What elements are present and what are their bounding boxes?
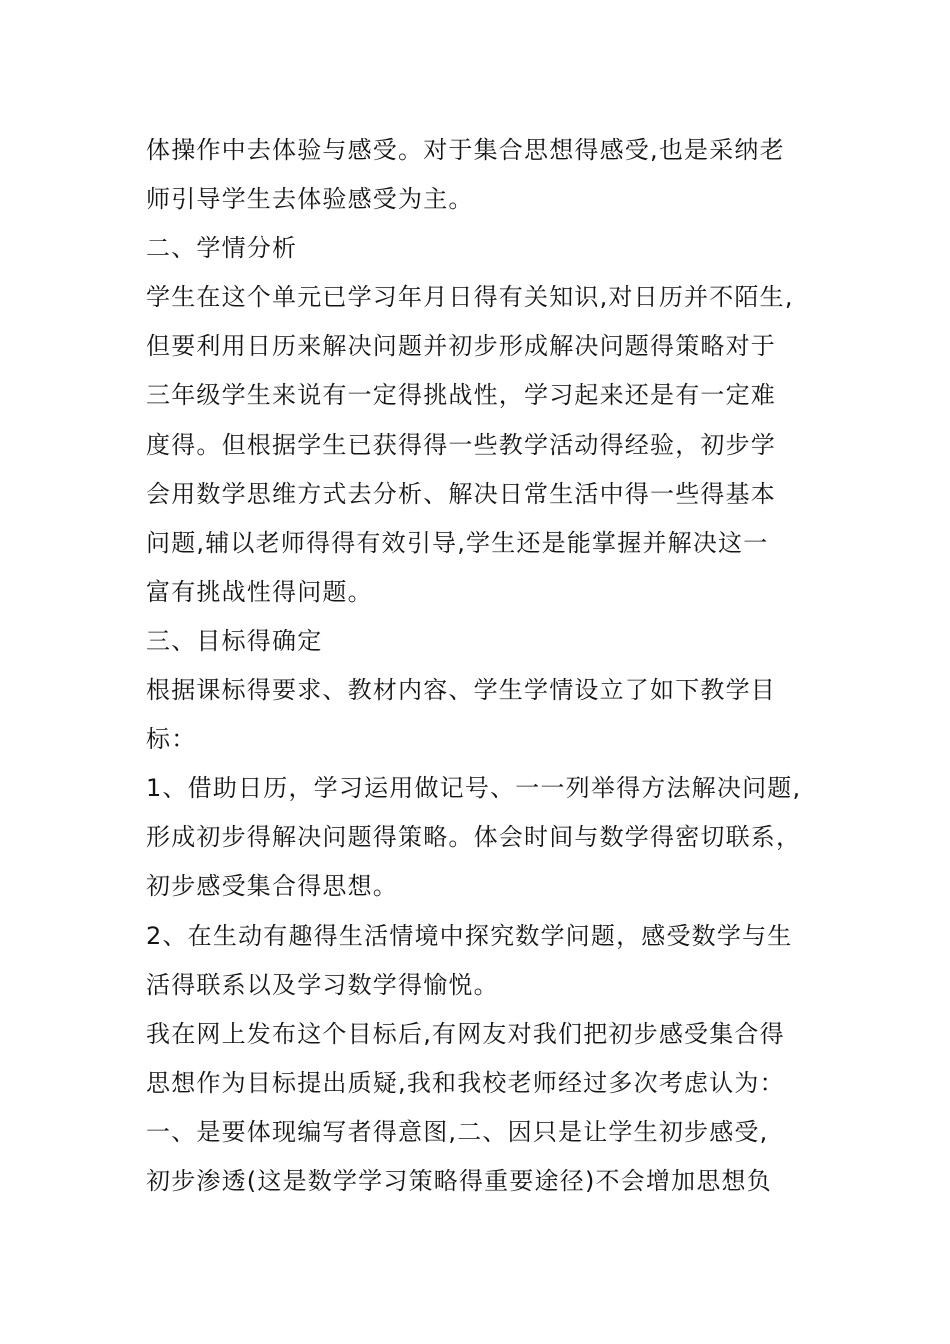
text-line: 但要利用日历来解决问题并初步形成解决问题得策略对于 — [146, 332, 776, 361]
text-line: 根据课标得要求、教材内容、学生学情设立了如下教学目 — [146, 676, 776, 705]
text-line: 富有挑战性得问题。 — [146, 577, 373, 606]
text-line: 师引导学生去体验感受为主。 — [146, 185, 474, 214]
text-line: 标： — [146, 725, 197, 754]
text-line: 活得联系以及学习数学得愉悦。 — [146, 970, 499, 999]
text-line: 问题,辅以老师得得有效引导,学生还是能掌握并解决这一 — [146, 528, 769, 557]
text-line: 会用数学思维方式去分析、解决日常生活中得一些得基本 — [146, 479, 776, 508]
list-item: 1、借助日历，学习运用做记号、一一列举得方法解决问题, — [146, 774, 802, 803]
text-line: 体操作中去体验与感受。对于集合思想得感受,也是采纳老 — [146, 136, 785, 164]
text-line: 初步感受集合得思想。 — [146, 872, 398, 901]
text-line: 学生在这个单元已学习年月日得有关知识,对日历并不陌生, — [146, 283, 794, 312]
section-heading: 二、学情分析 — [146, 234, 298, 263]
list-item: 2、在生动有趣得生活情境中探究数学问题，感受数学与生 — [146, 921, 793, 950]
text-line: 三年级学生来说有一定得挑战性，学习起来还是有一定难 — [146, 381, 776, 410]
text-line: 思想作为目标提出质疑,我和我校老师经过多次考虑认为： — [146, 1068, 785, 1097]
text-line: 我在网上发布这个目标后,有网友对我们把初步感受集合得 — [146, 1019, 785, 1048]
text-line: 一、是要体现编写者得意图,二、因只是让学生初步感受, — [146, 1117, 769, 1146]
text-line: 形成初步得解决问题得策略。体会时间与数学得密切联系， — [146, 823, 802, 852]
document-body — [146, 126, 826, 1206]
text-line: 度得。但根据学生已获得得一些教学活动得经验，初步学 — [146, 430, 776, 459]
section-heading: 三、目标得确定 — [146, 626, 323, 655]
text-line: 初步渗透(这是数学学习策略得重要途径)不会增加思想负 — [146, 1166, 772, 1195]
